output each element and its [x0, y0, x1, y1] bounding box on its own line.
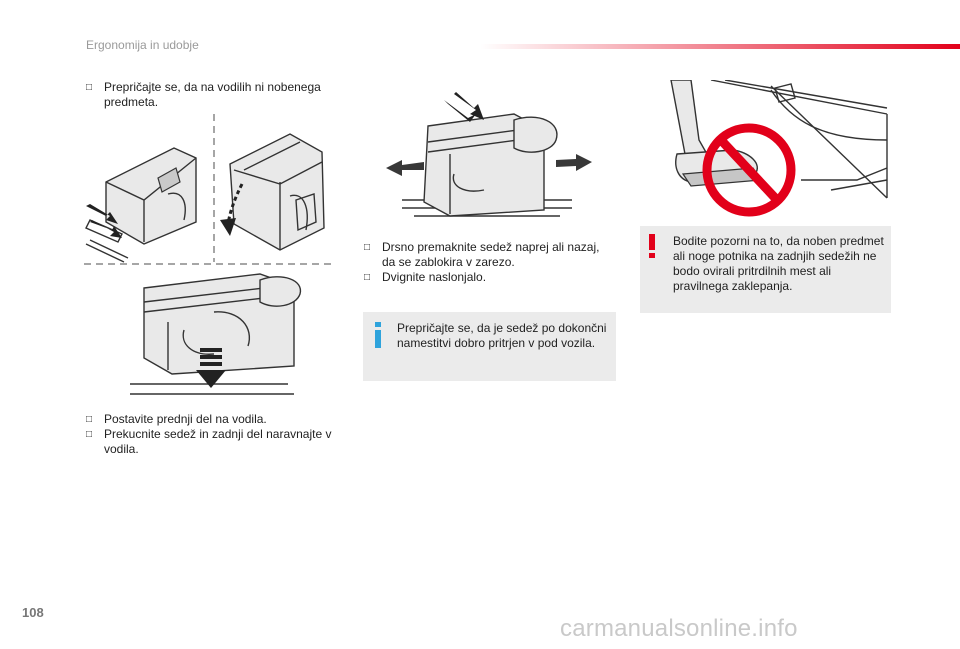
folded-seat-drawing	[220, 134, 324, 250]
info-box	[363, 312, 616, 381]
checkbox-bullet-icon: □	[364, 242, 371, 253]
page-number: 108	[22, 605, 44, 620]
warning-box	[640, 226, 891, 313]
bullet-text: Prekucnite sedež in zadnji del naravnajte v vodila.	[104, 427, 332, 456]
exclamation-icon	[648, 234, 656, 258]
checkbox-bullet-icon: □	[86, 82, 93, 93]
checkbox-bullet-icon: □	[364, 272, 371, 283]
col2-bullets	[364, 240, 610, 285]
watermark: carmanualsonline.info	[560, 615, 798, 642]
bullet-item	[86, 412, 348, 427]
info-text: Prepričajte se, da je sedež po dokončni namestitvi dobro pritrjen v pod vozila.	[397, 321, 607, 350]
bullet-item	[86, 427, 348, 457]
seat-slide-illustration	[384, 90, 596, 228]
bullet-text: Dvignite naslonjalo.	[382, 270, 487, 284]
seat-placement-illustration	[84, 112, 338, 404]
bullet-text: Postavite prednji del na vodila.	[104, 412, 267, 426]
section-title: Ergonomija in udobje	[86, 38, 199, 52]
checkbox-bullet-icon: □	[86, 414, 93, 425]
bullet-item	[364, 240, 610, 270]
bullet-item	[364, 270, 610, 285]
warning-text: Bodite pozorni na to, da noben predmet ali noge potnika na zadnjih sedežih ne bodo ovirali pritrdilnih mest ali pravilnega zaklepanja.	[673, 234, 884, 293]
obstruction-warning-illustration	[651, 80, 891, 220]
col1-bottom-bullets	[86, 412, 348, 457]
header-accent-bar	[480, 44, 960, 49]
seat-on-rails-drawing	[130, 274, 300, 394]
bullet-text: Prepričajte se, da na vodilih ni nobenega predmeta.	[104, 80, 321, 109]
seat-base-drawing	[86, 148, 196, 262]
col1-top-bullets	[86, 80, 346, 110]
bullet-text: Drsno premaknite sedež naprej ali nazaj, da se zablokira v zarezo.	[382, 240, 600, 269]
bullet-item	[86, 80, 346, 110]
checkbox-bullet-icon: □	[86, 429, 93, 440]
info-icon	[372, 322, 384, 348]
